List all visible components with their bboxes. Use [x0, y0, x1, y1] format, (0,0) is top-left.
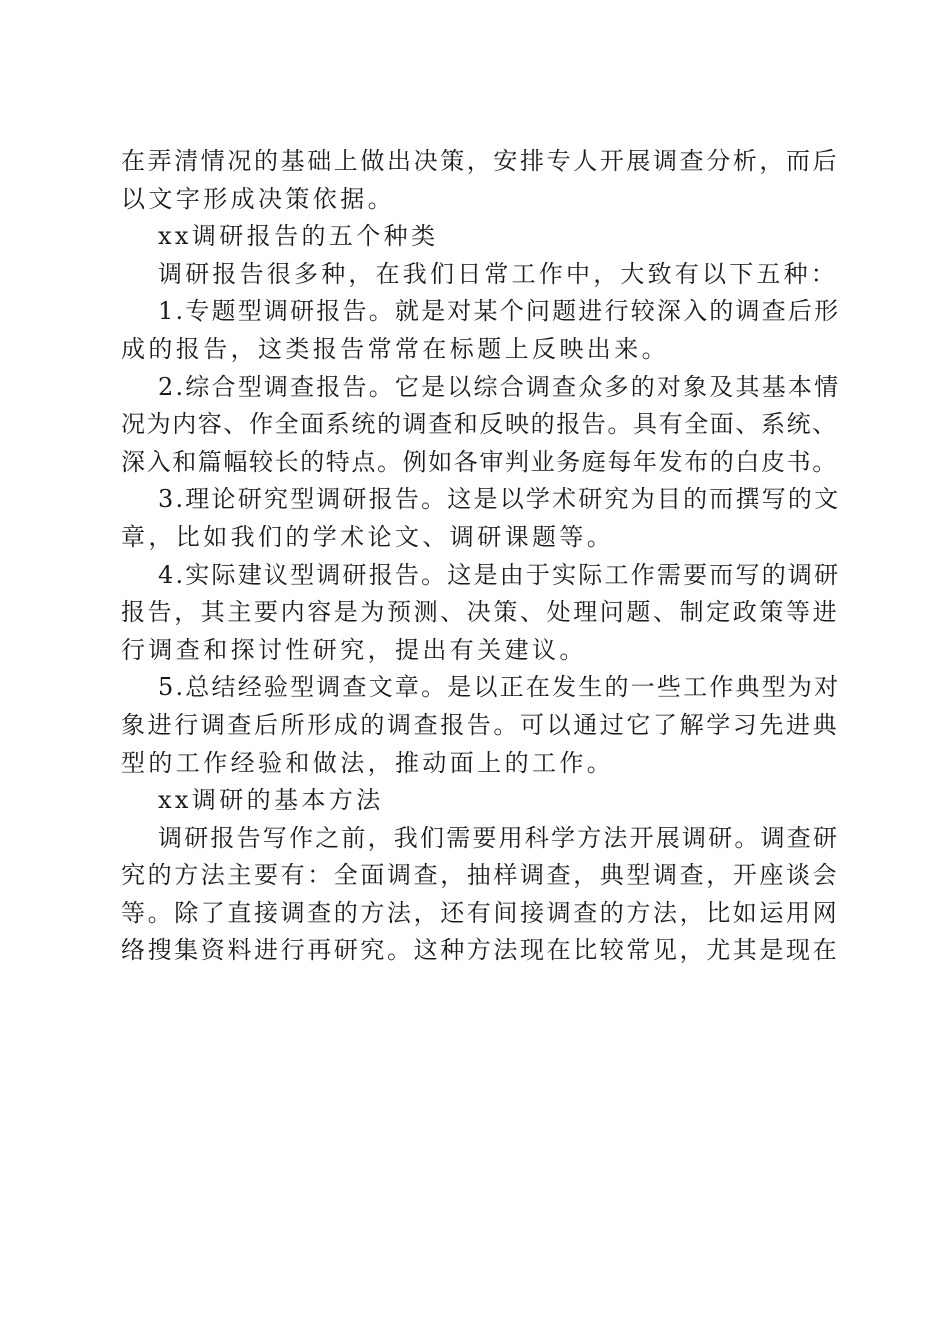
text-line: 象进行调查后所形成的调查报告。可以通过它了解学习先进典: [121, 710, 840, 739]
list-item-type-4: [121, 557, 841, 670]
text-line: 络搜集资料进行再研究。这种方法现在比较常见，尤其是现在: [121, 936, 840, 965]
text-line: 3.理论研究型调研报告。这是以学术研究为目的而撰写的文: [158, 485, 841, 514]
text-line: 2.综合型调查报告。它是以综合调查众多的对象及其基本情: [158, 372, 841, 401]
text-line: 究的方法主要有：全面调查，抽样调查，典型调查，开座谈会: [121, 861, 840, 890]
text-line: 1.专题型调研报告。就是对某个问题进行较深入的调查后形: [158, 297, 841, 326]
list-item-type-1: [121, 293, 841, 368]
text-line: 等。除了直接调查的方法，还有间接调查的方法，比如运用网: [121, 898, 840, 927]
list-item-type-2: [121, 369, 841, 482]
paragraph-types-intro: [121, 256, 841, 294]
text-line: 在弄清情况的基础上做出决策，安排专人开展调查分析，而后: [121, 147, 840, 175]
text-line: 型的工作经验和做法，推动面上的工作。: [121, 748, 615, 777]
text-line: 调研报告写作之前，我们需要用科学方法开展调研。调查研: [158, 823, 840, 852]
document-body: [121, 143, 841, 970]
text-line: 调研报告很多种，在我们日常工作中，大致有以下五种：: [158, 259, 838, 288]
text-line: 行调查和探讨性研究，提出有关建议。: [121, 635, 587, 664]
text-line: xx调研报告的五个种类: [158, 222, 439, 251]
heading-report-types: [121, 218, 841, 256]
text-line: 报告，其主要内容是为预测、决策、处理问题、制定政策等进: [121, 598, 840, 627]
text-line: 以文字形成决策依据。: [121, 184, 395, 213]
text-line: 况为内容、作全面系统的调查和反映的报告。具有全面、系统、: [121, 410, 838, 439]
list-item-type-3: [121, 481, 841, 556]
paragraph-decision-basis: [121, 143, 841, 218]
text-line: 深入和篇幅较长的特点。例如各审判业务庭每年发布的白皮书。: [121, 447, 838, 476]
text-line: 章，比如我们的学术论文、调研课题等。: [121, 522, 615, 551]
paragraph-methods: [121, 820, 841, 970]
text-line: 4.实际建议型调研报告。这是由于实际工作需要而写的调研: [158, 560, 841, 589]
text-line: 5.总结经验型调查文章。是以正在发生的一些工作典型为对: [158, 673, 841, 702]
text-line: xx调研的基本方法: [158, 786, 384, 815]
text-line: 成的报告，这类报告常常在标题上反映出来。: [121, 334, 669, 363]
list-item-type-5: [121, 669, 841, 782]
heading-basic-methods: [121, 782, 841, 820]
